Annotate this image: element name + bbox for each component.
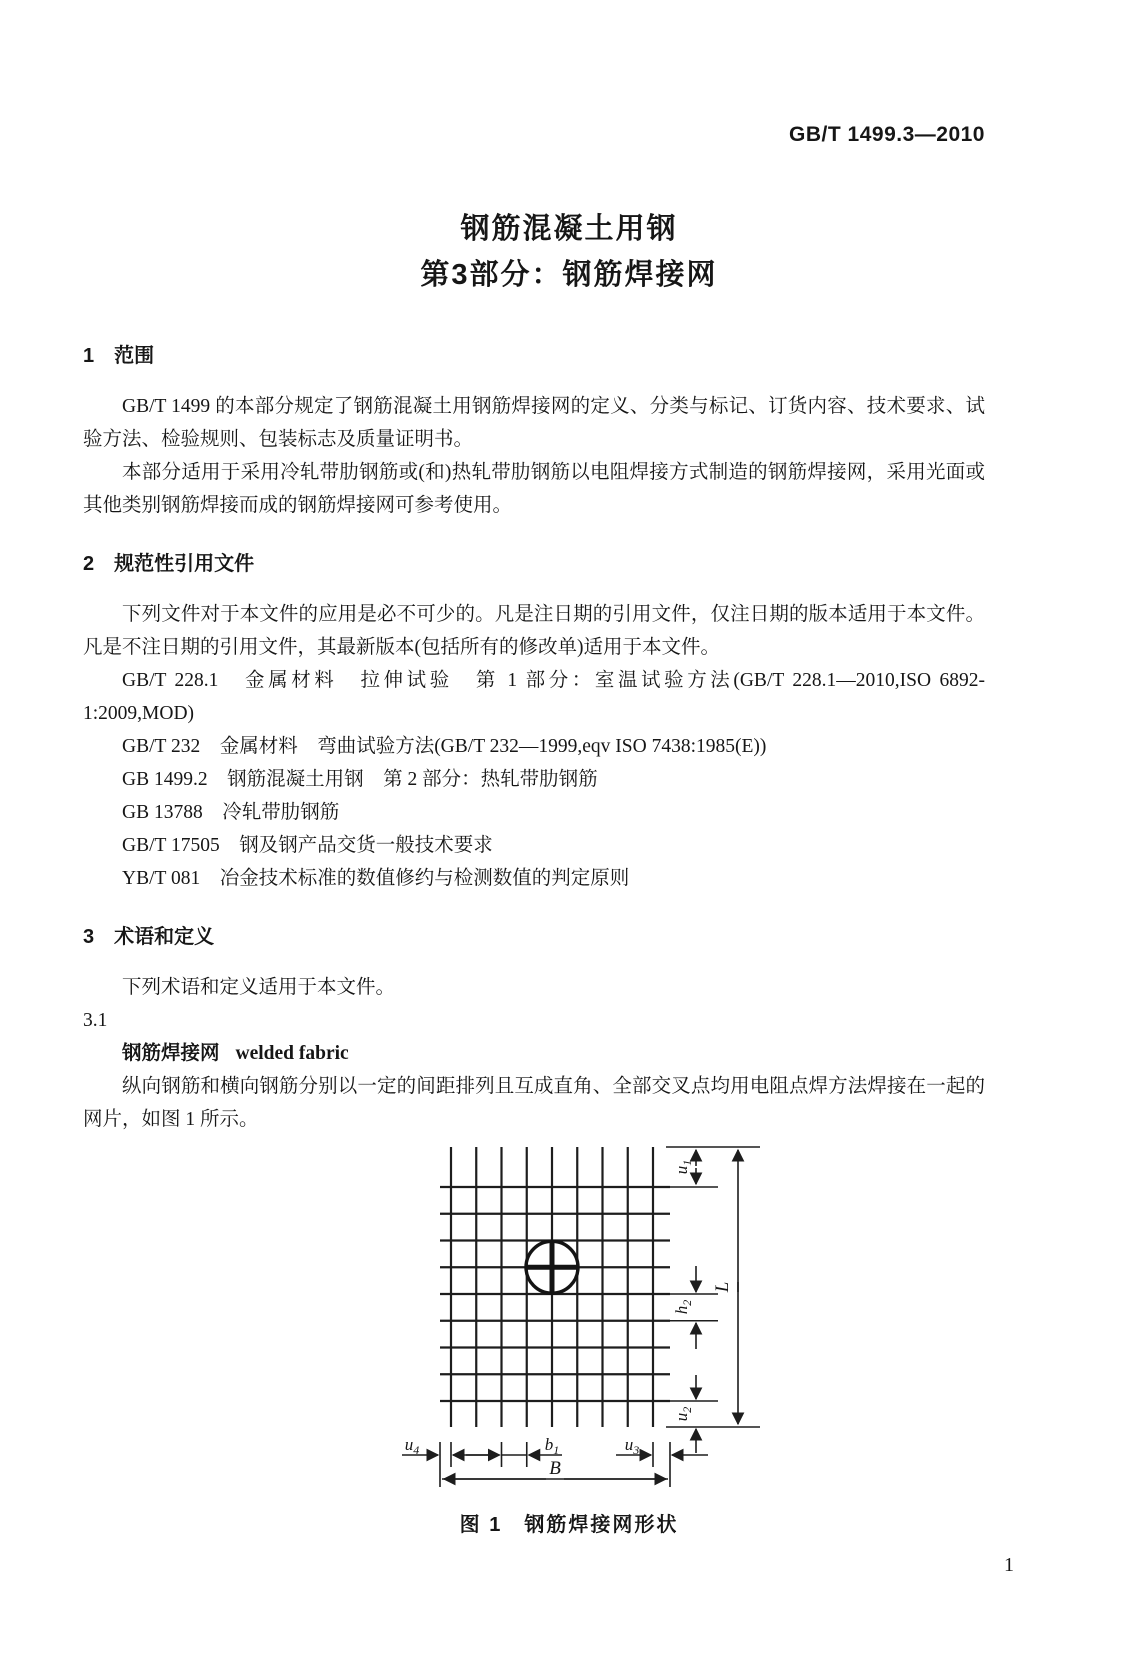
dim-label-h2: $h_2$ <box>672 1299 694 1315</box>
term-chinese: 钢筋焊接网 <box>122 1043 220 1064</box>
term-english: welded fabric <box>235 1043 349 1064</box>
mesh-grid <box>440 1147 670 1427</box>
dim-label-b1: $b_1$ <box>544 1435 560 1457</box>
section-3-intro: 下列术语和定义适用于本文件。 <box>122 977 396 998</box>
title-line-1: 钢筋混凝土用钢 <box>460 213 678 245</box>
title-line-2: 第3部分：钢筋焊接网 <box>420 259 718 291</box>
welded-fabric-diagram <box>366 1142 790 1494</box>
term-definition: 纵向钢筋和横向钢筋分别以一定的间距排列且互成直角、全部交叉点均用电阻点焊方法焊接在一起的网片，如图 1 所示。 <box>83 1076 985 1130</box>
dim-label-B: B <box>549 1458 561 1479</box>
reference-item: YB/T 081 冶金技术标准的数值修约与检测数值的判定原则 <box>122 868 630 889</box>
dim-label-L: L <box>712 1281 733 1293</box>
term-number: 3.1 <box>83 1010 108 1031</box>
dimension-lines <box>402 1147 760 1487</box>
section-1-heading: 1 范围 <box>83 345 155 367</box>
term-line <box>83 1037 985 1070</box>
section-3-heading: 3 术语和定义 <box>83 926 215 948</box>
section-1-paragraph-1: GB/T 1499 的本部分规定了钢筋混凝土用钢筋焊接网的定义、分类与标记、订货内容、技术要求、试验方法、检验规则、包装标志及质量证明书。 <box>83 396 985 450</box>
reference-item: GB/T 232 金属材料 弯曲试验方法(GB/T 232—1999,eqv ISO 7438:1985(E)) <box>122 736 767 757</box>
dim-label-u3: $u_3$ <box>624 1435 640 1457</box>
figure-1 <box>366 1142 790 1494</box>
document-title <box>0 206 1138 298</box>
section-2-heading: 2 规范性引用文件 <box>83 553 255 575</box>
section-1-paragraph-2: 本部分适用于采用冷轧带肋钢筋或(和)热轧带肋钢筋以电阻焊接方式制造的钢筋焊接网，采用光面或其他类别钢筋焊接而成的钢筋焊接网可参考使用。 <box>83 462 985 516</box>
section-2-intro: 下列文件对于本文件的应用是必不可少的。凡是注日期的引用文件，仅注日期的版本适用于本文件。凡是不注日期的引用文件，其最新版本(包括所有的修改单)适用于本文件。 <box>83 604 985 658</box>
reference-item: GB/T 228.1 金属材料 拉伸试验 第 1 部分：室温试验方法(GB/T 228.1—2010,ISO 6892-1:2009,MOD) <box>83 670 985 724</box>
reference-item: GB/T 17505 钢及钢产品交货一般技术要求 <box>122 835 493 856</box>
figure-1-caption: 图 1 钢筋焊接网形状 <box>459 1514 679 1536</box>
dim-label-u4: $u_4$ <box>404 1435 420 1457</box>
dim-label-u1: $u_1$ <box>672 1159 694 1175</box>
reference-item: GB 1499.2 钢筋混凝土用钢 第 2 部分：热轧带肋钢筋 <box>122 769 598 790</box>
dim-label-u2: $u_2$ <box>672 1406 694 1422</box>
page-number: 1 <box>1004 1554 1014 1576</box>
standard-code: GB/T 1499.3—2010 <box>789 123 985 146</box>
reference-item: GB 13788 冷轧带肋钢筋 <box>122 802 340 823</box>
